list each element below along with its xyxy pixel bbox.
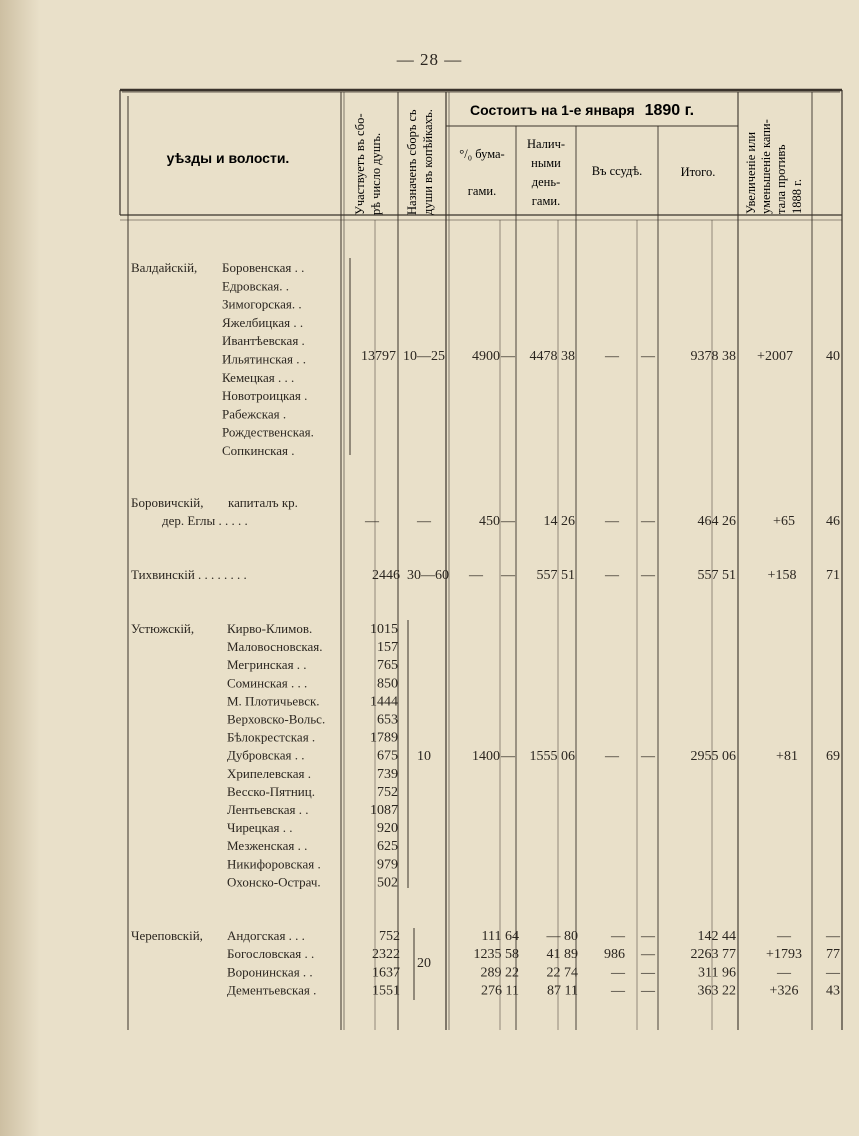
district-tikhvin: Тихвинскій . . . . . . . . (131, 567, 247, 582)
volost-valdai-10: Сопкинская . (222, 443, 295, 458)
ustyuzhna-assessment: 10 (417, 749, 431, 764)
volost-valdai-8: Рабежская . (222, 406, 287, 422)
volost-ustyuzhna-6: Бѣлокрестская . (227, 729, 316, 745)
ustyuzhna-souls-7: 675 (377, 748, 398, 764)
volost-ustyuzhna-0: Кирво-Климов. (227, 621, 313, 636)
ustyuzhna-souls-1: 157 (377, 640, 398, 656)
volost-ustyuzhna-9: Весско-Пятниц. (227, 783, 315, 799)
header-participating (353, 113, 383, 215)
cherepovets-3-cash: 87 11 (547, 983, 578, 999)
cherepovets-3-name: Дементьевская . (227, 982, 317, 998)
cherepovets-1-cash: 41 89 (546, 947, 578, 963)
tikhvin-change-kop: 71 (826, 568, 840, 583)
borovichi-total: 464 26 (697, 514, 736, 529)
cherepovets-2-loan-kop: — (641, 965, 655, 981)
cherepovets-3-change: +326 (769, 983, 799, 999)
tikhvin-cash: 557 51 (536, 568, 575, 583)
cherepovets-2-change: — (777, 965, 791, 981)
tikhvin-loan: — (605, 568, 619, 583)
page-number: — 28 — (396, 50, 463, 69)
tikhvin-souls: 2446 (372, 568, 400, 583)
svg-text:уменьшеніе капи-: уменьшеніе капи- (759, 119, 773, 214)
cherepovets-3-loan: — (611, 983, 625, 999)
ustyuzhna-souls-9: 752 (377, 784, 398, 800)
cherepovets-2-souls: 1637 (372, 965, 400, 981)
header-loans: Въ ссудѣ. (591, 164, 643, 178)
ustyuzhna-change: +81 (776, 749, 798, 764)
ustyuzhna-cash: 1555 06 (529, 749, 575, 764)
borovichi-paper: 450 (479, 514, 500, 529)
cherepovets-0-cash: — 80 (546, 929, 578, 944)
svg-text:ными: ными (531, 156, 561, 170)
svg-text:тала противъ: тала противъ (774, 144, 788, 214)
volost-valdai-6: Кемецкая . . . (222, 369, 295, 385)
cherepovets-2-paper: 289 22 (480, 965, 519, 981)
ustyuzhna-souls-11: 920 (377, 821, 398, 837)
svg-text:Назначенъ сборъ съ: Назначенъ сборъ съ (405, 109, 419, 215)
cherepovets-0-loan: — (611, 929, 625, 944)
ustyuzhna-souls-3: 850 (377, 676, 398, 692)
svg-text:Налич-: Налич- (526, 137, 566, 151)
header-change (744, 119, 804, 214)
valdai-change: +2007 (757, 349, 793, 364)
volost-ustyuzhna-14: Охонско-Острач. (227, 874, 321, 890)
svg-text:гами.: гами. (467, 184, 497, 198)
header-assigned (405, 109, 435, 215)
borovichi-paper-dash: — (501, 514, 515, 529)
volost-ustyuzhna-5: Верховско-Вольс. (227, 711, 326, 727)
borovichi-loan-kop: — (641, 514, 655, 529)
svg-text:гами.: гами. (531, 194, 561, 208)
district-cherepovets: Череповскій, (131, 928, 203, 943)
svg-text:Участвуетъ въ сбо-: Участвуетъ въ сбо- (353, 113, 367, 215)
tikhvin-assessment: 30—60 (407, 568, 449, 583)
ustyuzhna-souls-13: 979 (377, 857, 398, 873)
volost-valdai-2: Зимогорская. . (222, 296, 302, 312)
svg-text:рѣ число душъ.: рѣ число душъ. (369, 132, 383, 215)
ustyuzhna-souls-4: 1444 (370, 694, 398, 710)
svg-text:день-: день- (531, 175, 561, 189)
ustyuzhna-souls-6: 1789 (370, 730, 398, 746)
cherepovets-0-souls: 752 (379, 929, 400, 944)
cherepovets-3-loan-kop: — (641, 983, 655, 999)
valdai-assessment: 10—25 (403, 349, 445, 364)
ustyuzhna-change-kop: 69 (826, 749, 840, 764)
cherepovets-0-total: 142 44 (697, 929, 736, 944)
tikhvin-total: 557 51 (697, 568, 736, 583)
valdai-souls: 13797 (361, 349, 396, 364)
district-ustyuzhna: Устюжскій, (131, 621, 195, 636)
borovichi-loan: — (605, 514, 619, 529)
ustyuzhna-souls-2: 765 (377, 658, 398, 674)
volost-valdai-7: Новотроицкая . (222, 388, 308, 404)
cherepovets-0-change: — (777, 929, 791, 944)
tikhvin-paper-dash: — (501, 568, 515, 583)
valdai-cash: 4478 38 (529, 349, 575, 364)
volost-ustyuzhna-7: Дубровская . . (227, 747, 305, 763)
cherepovets-0-paper: 111 64 (481, 929, 519, 944)
volost-valdai-3: Яжелбицкая . . (222, 314, 304, 330)
svg-text:Увеличеніе или: Увеличеніе или (744, 131, 758, 214)
cherepovets-1-change-kop: 77 (826, 947, 840, 963)
volost-ustyuzhna-13: Никифоровская . (227, 856, 321, 872)
ustyuzhna-paper-dash: — (501, 749, 515, 764)
volost-borovichi-1: дер. Еглы . . . . . (162, 513, 248, 528)
volost-ustyuzhna-4: М. Плотичьевск. (227, 693, 320, 709)
ustyuzhna-souls-5: 653 (377, 712, 398, 728)
cherepovets-3-total: 363 22 (697, 983, 736, 999)
valdai-change-kop: 40 (826, 349, 840, 364)
cherepovets-2-change-kop: — (826, 965, 840, 981)
cherepovets-0-name: Андогская . . . (227, 928, 305, 943)
borovichi-souls: — (365, 514, 379, 529)
ustyuzhna-total: 2955 06 (690, 749, 736, 764)
borovichi-assessment: — (417, 514, 431, 529)
cherepovets-2-name: Воронинская . . (227, 964, 313, 980)
svg-text:1888 г.: 1888 г. (790, 179, 804, 214)
district-valdai: Валдайскій, (131, 260, 198, 275)
volost-borovichi-0: капиталъ кр. (228, 495, 298, 510)
valdai-loan: — (605, 349, 619, 364)
cherepovets-3-souls: 1551 (372, 983, 400, 999)
cherepovets-1-souls: 2322 (372, 947, 400, 963)
cherepovets-1-loan-kop: — (641, 947, 655, 963)
header-cash (527, 137, 565, 208)
ustyuzhna-souls-8: 739 (377, 766, 398, 782)
cherepovets-2-loan: — (611, 965, 625, 981)
ustyuzhna-souls-10: 1087 (370, 803, 398, 818)
tikhvin-paper: — (469, 568, 483, 583)
volost-ustyuzhna-11: Чирецкая . . (227, 820, 293, 836)
borovichi-cash: 14 26 (543, 514, 575, 529)
cherepovets-assessment: 20 (417, 956, 431, 971)
valdai-loan-kop: — (641, 349, 655, 364)
cherepovets-2-cash: 22 74 (546, 965, 578, 981)
valdai-total: 9378 38 (690, 349, 736, 364)
cherepovets-0-loan-kop: — (641, 929, 655, 944)
valdai-paper: 4900 (472, 349, 500, 364)
header-group-title: Состоитъ на 1-е января 1890 г. (470, 102, 695, 119)
borovichi-change-kop: 46 (826, 514, 840, 529)
valdai-paper-dash: — (501, 349, 515, 364)
volost-ustyuzhna-10: Лентьевская . . (227, 802, 309, 817)
cherepovets-1-name: Богословская . . (227, 946, 315, 962)
ustyuzhna-paper: 1400 (472, 749, 500, 764)
volost-valdai-4: Ивантѣевская . (222, 333, 305, 349)
volost-ustyuzhna-12: Мезженская . . (227, 838, 308, 854)
svg-text:души въ копѣйкахъ.: души въ копѣйкахъ. (421, 109, 435, 215)
tikhvin-loan-kop: — (641, 568, 655, 583)
ustyuzhna-souls-14: 502 (377, 875, 398, 891)
cherepovets-1-change: +1793 (766, 947, 802, 963)
cherepovets-1-loan: 986 (604, 947, 625, 963)
borovichi-change: +65 (773, 514, 795, 529)
cherepovets-3-paper: 276 11 (481, 983, 519, 999)
ustyuzhna-souls-0: 1015 (370, 622, 398, 637)
district-borovichi: Боровичскій, (131, 495, 204, 510)
tikhvin-change: +158 (767, 568, 797, 583)
volost-ustyuzhna-1: Маловосновская. (227, 639, 323, 655)
ustyuzhna-souls-12: 625 (377, 839, 398, 855)
cherepovets-1-total: 2263 77 (690, 947, 736, 963)
volost-ustyuzhna-2: Мегринская . . (227, 657, 307, 673)
cherepovets-0-change-kop: — (826, 929, 840, 944)
header-districts: уѣзды и волости. (166, 150, 290, 166)
header-paper (459, 147, 504, 198)
header-total: Итого. (680, 165, 716, 179)
volost-ustyuzhna-3: Соминская . . . (227, 675, 308, 691)
volost-valdai-0: Боровенская . . (222, 260, 305, 275)
table-body (131, 258, 841, 1000)
volost-valdai-1: Едровская. . (222, 278, 290, 294)
ustyuzhna-loan: — (605, 749, 619, 764)
ustyuzhna-loan-kop: — (641, 749, 655, 764)
cherepovets-3-change-kop: 43 (826, 983, 840, 999)
svg-text:°/₀ бума-: °/₀ бума- (459, 147, 505, 161)
cherepovets-2-total: 311 96 (698, 965, 736, 981)
volost-valdai-5: Ильятинская . . (222, 351, 307, 367)
cherepovets-1-paper: 1235 58 (473, 947, 519, 963)
volost-valdai-9: Рождественская. (222, 424, 314, 440)
volost-ustyuzhna-8: Хрипелевская . (227, 765, 312, 781)
